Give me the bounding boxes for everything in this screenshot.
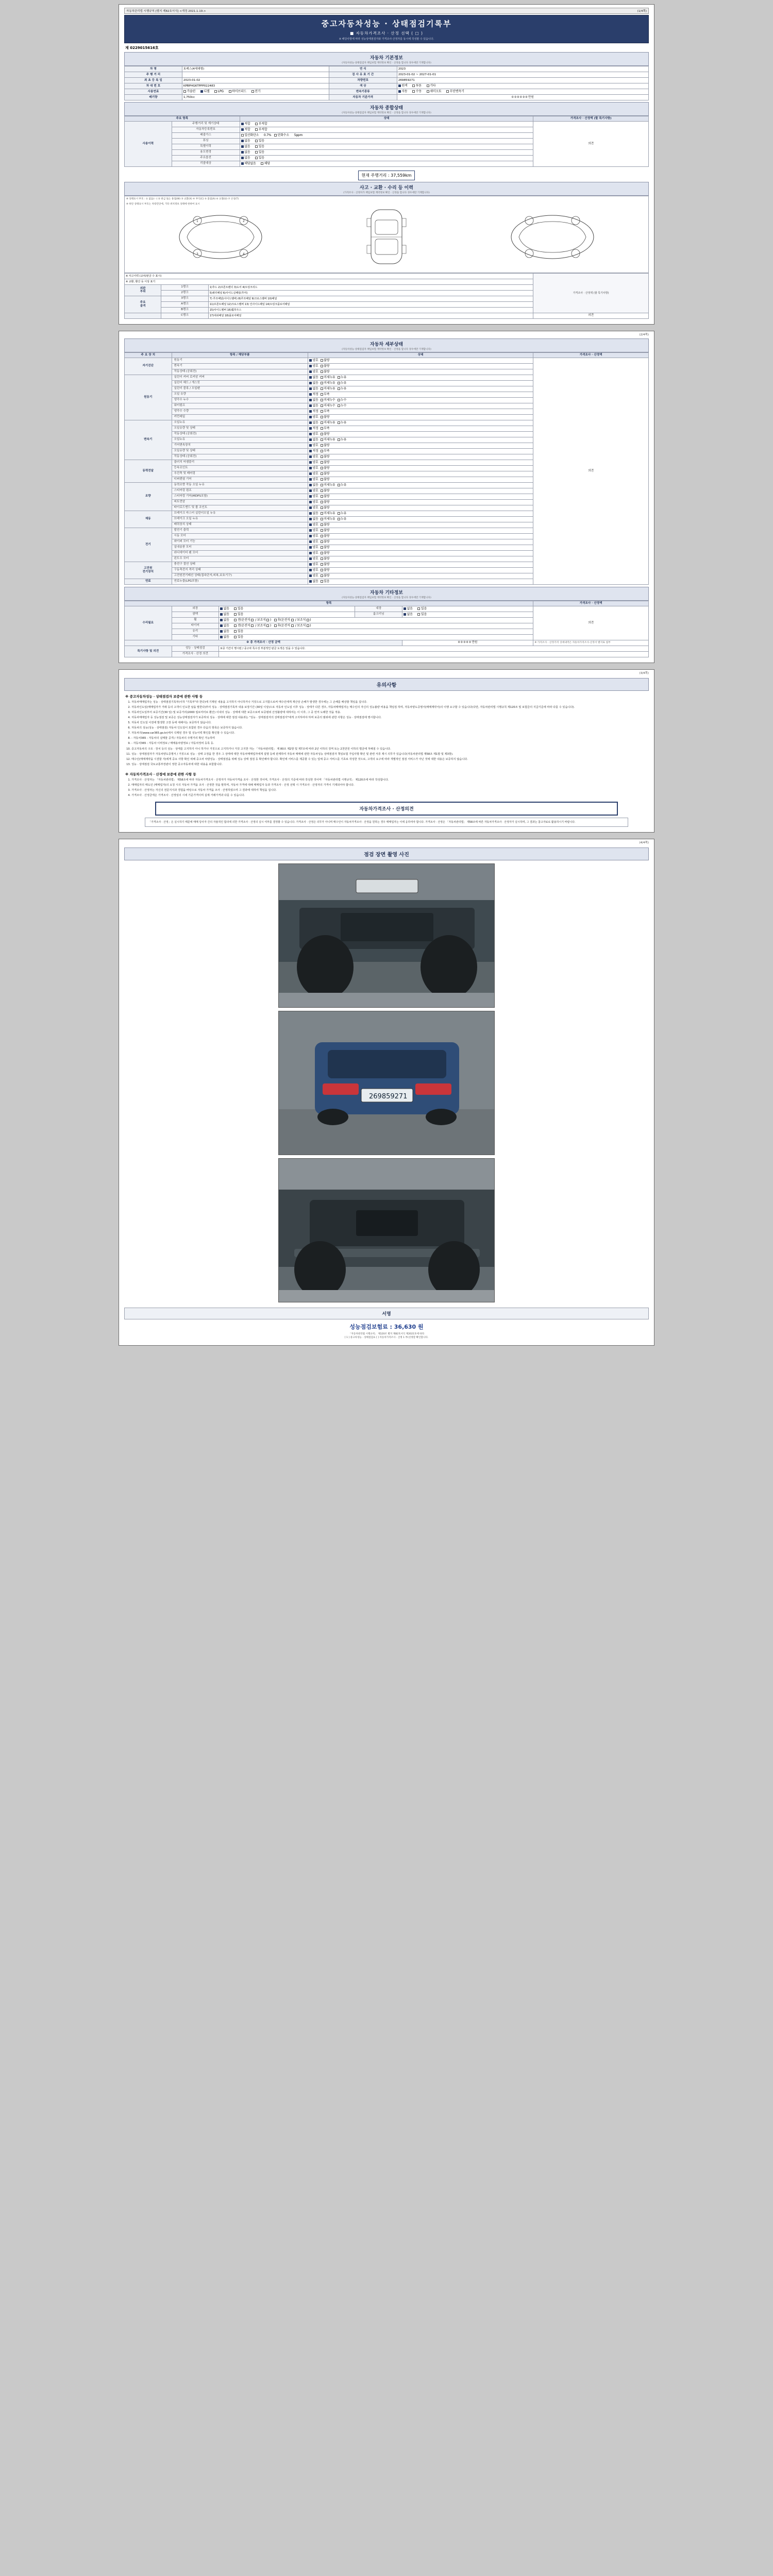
section-accident-title: 사고 · 교환 · 수리 등 이력 <box>360 185 413 191</box>
others-total-note: ※ 가격조사 · 산정가격 상세내역은 자동차가격조사·산정서 별지로 첨부 <box>533 640 649 646</box>
detail-item-state[interactable]: 양호 불량 <box>308 567 533 573</box>
detail-item-state[interactable]: 없음 미세누유 누유 <box>308 437 533 443</box>
detail-item-label: 원동기 <box>172 358 308 363</box>
page-number-4: (4/4쪽) <box>639 841 649 845</box>
detail-item-label: 와이퍼 모터 기능 <box>172 539 308 545</box>
detail-item-label: 등속조인트 <box>172 465 308 471</box>
detail-item-label: 시동 모터 <box>172 533 308 539</box>
overall-state-2[interactable]: 일산화탄소 0.7% 탄화수소 5ppm <box>240 132 533 138</box>
detail-item-state[interactable]: 없음 미세누유 누유 <box>308 375 533 380</box>
detail-item-label: 피트먼암 <box>172 499 308 505</box>
detail-item-label: 발전기 출력 <box>172 528 308 533</box>
others-opinion-group: 성능 · 상태점검 <box>172 646 219 651</box>
overall-state-4[interactable]: 없음 있음 <box>240 144 533 149</box>
overall-state-0[interactable]: 적합 부적합 <box>240 121 533 127</box>
diagram-legend-1: ※ 상태표시 부호 : ① 없음(ㅡ) ② 판금 또는 용접(W) ③ 교환(X) ④ 부식(C) ⑤ 흠집(A) ⑥ 요철(U) ⑦ 손상(T) <box>126 197 239 200</box>
section-basic-info-note: (자동차성능·상태점검자 책임보험 계약정보 확인 · 산정을 합니다 경우에만 기재합니다) <box>342 62 431 64</box>
accident-text-3: 7) 루프패널(사이드멤버) 8)루프패널 9)크로스멤버 10)패널 <box>208 296 533 301</box>
section-detail-title: 자동차 세부상태 <box>370 342 403 347</box>
others-item-glass: 유리 <box>172 629 219 634</box>
accident-part-outer: 외판 부위 <box>125 284 161 296</box>
diagram-legend-2: ※ 하단 상태표시 부호는 차량진단에, 기타 위치정보 상태에 한하여 표시 <box>126 202 200 206</box>
label-plate: 차량번호 <box>329 78 397 83</box>
label-vin: 차 대 번 호 <box>125 83 182 89</box>
detail-group-0: 자기진단 <box>125 358 172 375</box>
page-number-3: (3/4쪽) <box>639 671 649 675</box>
value-car-name: 토레스(4세대형) <box>182 66 329 72</box>
overall-col-state: 상태 <box>240 116 533 122</box>
detail-item-label: 실내송풍 모터 <box>172 545 308 550</box>
accident-text-5: 15)사이드멤버 16)휠하우스 <box>208 307 533 313</box>
notice-item: 12. 매수인(매매계약을 시결할 자)에게 중요 사항 확인 위해 중고차 차량성능 · 상태점검을 위해 성능 상태 점검 등 확인해야 합니다. 확인에 서비스를 제공할 수 있는 업체 중고 서비스를 기초로 작성한 것으로, 고객의 요구에 따라 개별적인 점검 서비스가 아닌 것에 대한 내용은 보증하지 않습니다. <box>131 757 649 761</box>
overall-item-0: 주행거리 및 계기상태 <box>172 121 240 127</box>
label-displacement: 배기량 <box>125 95 182 100</box>
value-standard-price: 0 0 0 0 0 0 만원 <box>397 95 648 100</box>
detail-item-label: 윈도우 모터 <box>172 556 308 562</box>
transmission-checkboxes[interactable]: 자동 수동 세미오토 무단변속기 <box>397 89 648 95</box>
detail-item-label: 실린더 블록 / 오일팬 <box>172 386 308 392</box>
label-color: 색 상 <box>329 83 397 89</box>
notice-item: 6. 자동차의 성능(성능 · 상태점검) 자동차 인도일이 포함된 경우 다음의 항목은 보증하지 않습니다. <box>131 726 649 730</box>
detail-item-state[interactable]: 양호 불량 <box>308 539 533 545</box>
section-detail-note: (자동차성능·상태점검자 책임보험 계약정보 확인 · 산정을 합니다 경우에만 기재합니다) <box>342 348 431 351</box>
others-total-value: 0 0 0 0 0 만원 <box>402 640 533 646</box>
overall-item-5: 용도변경 <box>172 149 240 155</box>
detail-group-3: 동력전달 <box>125 460 172 482</box>
others-state-etc[interactable]: 없음 있음 <box>219 634 533 640</box>
detail-item-state[interactable]: 적정 부족 <box>308 426 533 431</box>
detail-item-state[interactable]: 없음 미세누유 누유 <box>308 511 533 516</box>
accident-rank-1: 1랭크 <box>161 284 209 290</box>
notice-item: 2. 매매업자의 매도인 (매매업자)의 요청 시의 자동차 가격을 조사 · 산정한 것을 말하며, 자동차 가격에 대해 매매업자 등과 가격조사 · 산정 선택 시 가격조사 · 산정자의 가격이 기재되어야 합니다. <box>131 783 649 787</box>
others-opinion-label: 특기사항 및 의견 <box>125 646 172 657</box>
overall-item-6: 주요옵션 <box>172 155 240 161</box>
others-state-cleaning[interactable]: 없음 있음 <box>402 612 533 617</box>
detail-item-state[interactable]: 양호 불량 <box>308 454 533 460</box>
overall-opinion: 의견 <box>533 121 649 166</box>
detail-item-label: 디퍼렌셜 기어 <box>172 477 308 482</box>
overall-item-2: 배출가스 <box>172 132 240 138</box>
detail-item-label: 오일유량 및 상태 <box>172 426 308 431</box>
detail-item-label: 작동상태 (공회전) <box>172 454 308 460</box>
detail-item-state[interactable]: 적정 부족 <box>308 448 533 454</box>
overall-item-7: 리콜대상 <box>172 161 240 166</box>
page-2 <box>119 331 654 663</box>
others-state-wheel[interactable]: 없음 전(운전석 / 보조석 ) 후(운전석 / 보조석 ) <box>219 617 533 623</box>
section-detail-header <box>124 338 649 352</box>
document-title-note: ※ 해당사항에 따라 성능상태점검자와 가격조사·산정자를 동시에 작성할 수 있습니다. <box>339 38 434 41</box>
notice-list-2 <box>131 778 649 798</box>
detail-group-1: 원동기 <box>125 375 172 420</box>
detail-item-state[interactable]: 없음 미세누유 누유 <box>308 482 533 488</box>
svg-text:2: 2 <box>243 219 245 223</box>
detail-item-label: 라디에이터 팬 모터 <box>172 550 308 556</box>
section-overall-header <box>124 102 649 116</box>
accident-text-2: 5)쿼터패널 6)사이드실패널(후미) <box>208 290 533 296</box>
detail-item-state[interactable]: 없음 미세누수 누수 <box>308 403 533 409</box>
notice-item: 1. 자동차매매업자는 성능 · 상태점검기록부(이하 "기록부"라 한다)에 기재된 내용을 고지하지 아니하거나 거짓으로 고지함으로써 매수인에게 재산상 손해가 발생한 경우에는 그 손해를 배상할 책임을 집니다. <box>131 700 649 704</box>
svg-text:4: 4 <box>243 252 245 256</box>
accident-opinion: 의견 <box>533 313 649 318</box>
overall-state-table <box>124 116 649 167</box>
detail-item-label: 냉각수 수량 <box>172 409 308 414</box>
overall-item-3: 튜닝 <box>172 138 240 144</box>
label-mileage: 주 행 거 리 <box>125 72 182 78</box>
fuel-checkboxes[interactable]: 가솔린 디젤 LPG 하이브리드 전기 <box>182 89 329 95</box>
detail-col-group: 주 요 장 치 <box>125 352 172 358</box>
others-item-polish: 광택 <box>172 612 219 617</box>
accident-rank-4: A랭크 <box>161 301 209 307</box>
notice-item: 5. 자동차 인도일 이전에 발생한 고장 등에 대해서는 보증하지 않습니다. <box>131 721 649 725</box>
detail-item-label: 스티어링 펌프 <box>172 488 308 494</box>
label-transmission: 변속기종류 <box>329 89 397 95</box>
detail-item-state[interactable]: 적정 부족 <box>308 392 533 397</box>
accident-rank-2: 2랭크 <box>161 290 209 296</box>
page-number-1: (1/4쪽) <box>637 10 647 13</box>
overall-state-7[interactable]: 해당없음 해당 <box>240 161 533 166</box>
svg-text:3: 3 <box>196 252 198 256</box>
detail-item-label: 타이로드엔드 및 볼 조인트 <box>172 505 308 511</box>
accident-part-frame-2 <box>125 313 161 318</box>
notice-item: 4. 가격조사 · 산정금액은 가격조사 · 산정일의 시세 기준가격이며 실제 거래가격과 다를 수 있습니다. <box>131 793 649 798</box>
document-title-box <box>124 15 649 43</box>
appraisal-fineprint: 「가격조사 · 산정」은 실시하기 때문에 매매 당사자 간의 자율적인 합의에 의한 가격조사 · 산정의 실시 여부를 결정할 수 있습니다. 가격조사 · 산정은 의무가 아니며 매수인이 자동차가격조사 · 산정을 원하는 경우 매매업자는 이에 응하여야 합니다. 가격조사 · 산정은 「자동차관리법」 제58조에 따른 자동차가격조사 · 산정자가 실시하며, 그 결과는 참고자료로 활용하시기 바랍니다. <box>145 818 628 827</box>
section-basic-info-header <box>124 52 649 66</box>
notice-item: 7. 자동차의(www.car365.go.kr)에서 삭제된 경우 및 성능이력 확인를 확인할 수 있습니다. <box>131 731 649 735</box>
inspection-insurance-fee: 성능점검보험료 : 36,630 원 <box>349 1324 424 1331</box>
detail-item-label: 구동축전지 격리 상태 <box>172 567 308 573</box>
value-first-reg: 2023-01-02 <box>182 78 329 83</box>
damage-diagram <box>124 196 649 273</box>
label-first-reg: 최 초 등 록 일 <box>125 78 182 83</box>
signature-band: 서명 <box>124 1308 649 1319</box>
detail-item-state[interactable]: 양호 불량 <box>308 460 533 465</box>
detail-item-state[interactable]: 없음 있음 <box>308 579 533 584</box>
svg-text:1: 1 <box>196 219 198 223</box>
section-accident-note: (가격조사 · 산정자가 책임보험 계약정보 확인 · 산정을 합니다 경우에만 기재합니다) <box>343 191 430 194</box>
detail-item-label: 오일 유량 <box>172 392 308 397</box>
accident-text-6: 17)대쉬패널 18)플로어패널 <box>208 313 533 318</box>
label-year: 연 식 <box>329 66 397 72</box>
others-state-tire[interactable]: 없음 전(운전석 / 보조석 ) 후(운전석 / 보조석 ) <box>219 623 533 629</box>
detail-item-state[interactable]: 양호 불량 <box>308 477 533 482</box>
mileage-display: 현재 주행거리 : 37,559km <box>358 171 414 180</box>
notice-item: 3. 가격조사 · 산정자는 자신의 전문지식과 경험을 바탕으로 자동차 가격을 조사 · 산정하였으며 그 결과에 대하여 책임을 집니다. <box>131 788 649 792</box>
footer-note-2: [ 1 ] 중고차성능 · 상태점검표 [ ] 자동차가격조사 · 산정 1 부(선정할 확인합니다. <box>344 1336 429 1339</box>
detail-item-label: 변속기 <box>172 363 308 369</box>
detail-item-label: 실린더 커버 로커암 커버 <box>172 375 308 380</box>
detail-item-label: 연료누출(LPG포함) <box>172 579 308 584</box>
detail-item-state[interactable]: 없음 미세누유 누유 <box>308 386 533 392</box>
form-code: 자동차관리법 시행규칙 [별지 제82호서식] <개정 2021.1.19.> <box>126 10 206 13</box>
others-table <box>124 601 649 657</box>
detail-group-8: 연료 <box>125 579 172 584</box>
label-fuel: 사용연료 <box>125 89 182 95</box>
others-state-glass[interactable]: 없음 있음 <box>219 629 533 634</box>
detail-item-state[interactable]: 양호 불량 <box>308 528 533 533</box>
notice-item: 4. 자동차매매업자 등 성능점검 및 보증은 성능상태점검자가 보증하되 성능 · 상태에 대한 점검 내용과는 "성능 · 상태점검자의 상태점검자"에게 고지하여야 하며 보증의 범위에 관한 사항은 성능 · 상태점검에 명시합니다. <box>131 716 649 720</box>
detail-item-state[interactable]: 양호 불량 <box>308 471 533 477</box>
notice-title: 유의사항 <box>124 678 649 691</box>
detail-group-6: 전기 <box>125 528 172 562</box>
detail-item-label: 브레이크 마스터 실린더오일 누유 <box>172 511 308 516</box>
others-item-etc: 기타 <box>172 634 219 640</box>
detail-col-item: 항목 / 해당부품 <box>172 352 308 358</box>
car-view-left <box>177 211 264 263</box>
photo-rear-view <box>278 1011 495 1155</box>
others-item-exterior: 외장 <box>172 606 219 612</box>
detail-item-label: 실린더 헤드 / 개스킷 <box>172 380 308 386</box>
detail-item-state[interactable]: 양호 불량 <box>308 363 533 369</box>
photo-underbody-front <box>278 863 495 1008</box>
form-header-bar <box>124 8 649 14</box>
detail-item-label: 동력조향 작동 오일 누유 <box>172 482 308 488</box>
overall-state-5[interactable]: 없음 있음 <box>240 149 533 155</box>
overall-item-1: 자동차등록번호 <box>172 127 240 132</box>
footer-note-1: 「자동차관리법 시행규칙」 제120조 별지 제82호서식 제2021호에 따라 <box>348 1333 425 1336</box>
section-basic-info-title: 자동차 기본정보 <box>370 56 403 61</box>
accident-detail-table <box>124 273 649 319</box>
photo-grid <box>124 860 649 1306</box>
detail-item-state[interactable]: 양호 불량 <box>308 545 533 550</box>
notice-item: 9. - 자동차365 : 자동차 이력정보 / 매매용차량정보 / 자동차정비 등록 등. <box>131 741 649 745</box>
detail-item-state[interactable]: 양호 불량 <box>308 499 533 505</box>
detail-row <box>125 358 649 363</box>
photo-underbody-rear <box>278 1158 495 1302</box>
label-standard-price: 자동차 기준가격 <box>329 95 397 100</box>
detail-opinion: 의견 <box>533 358 649 584</box>
detail-item-state[interactable]: 양호 불량 <box>308 550 533 556</box>
detail-item-label: 클러치 어셈블리 <box>172 460 308 465</box>
detail-item-state[interactable]: 양호 불량 <box>308 533 533 539</box>
detail-item-label: 냉각수 누수 <box>172 397 308 403</box>
others-item-tire: 타이어 <box>172 623 219 629</box>
detail-item-label: 워터펌프 <box>172 403 308 409</box>
value-plate: 269859271 <box>397 78 648 83</box>
detail-item-label: 오일누유 <box>172 420 308 426</box>
section-others-note: (자동차성능·상태점검자 책임보험 계약정보 확인 · 산정을 합니다 경우에만 기재합니다) <box>342 596 431 599</box>
detail-item-state[interactable]: 없음 미세누유 누유 <box>308 380 533 386</box>
document-title: 중고자동차성능 · 상태점검기록부 <box>321 19 452 28</box>
others-group-repair: 수리필요 <box>125 606 172 640</box>
page-4 <box>119 839 654 1346</box>
others-opinion: 의견 <box>533 606 649 640</box>
others-state-exterior[interactable]: 없음 있음 <box>219 606 355 612</box>
others-state-interior[interactable]: 없음 있음 <box>402 606 533 612</box>
car-views <box>125 207 648 267</box>
accident-rank-3: 3랭크 <box>161 296 209 301</box>
overall-group-usage: 사용이력 <box>125 121 172 166</box>
page-1 <box>119 4 654 325</box>
detail-item-state[interactable]: 없음 미세누유 누유 <box>308 516 533 522</box>
section-others-title: 자동차 기타정보 <box>370 590 403 596</box>
overall-col-item: 주요 항목 <box>125 116 240 122</box>
detail-item-label: 오일유량 및 상태 <box>172 448 308 454</box>
others-opinion-sub: 가격조사 · 산정 의견 <box>172 651 219 657</box>
accident-bottom-label: ※ 교환, 환산 등 이상 표기 <box>125 279 533 284</box>
accident-rank-6: C랭크 <box>161 313 209 318</box>
notice-item: 10. 중고자동차의 구조 · 장치 등의 성능 · 상태를 고지하지 아니 하거나 거짓으로 고지하거나 거짓 고지한 자는 「자동차관리법」 제 80조 제2항 및 제7조에 따라 2년 이하의 징역 또는 2천만원 이하의 벌금에 처해질 수 있습니다. <box>131 747 649 751</box>
page-number-2: (2/4쪽) <box>639 333 649 336</box>
value-mileage <box>182 72 329 78</box>
detail-item-label: 배력장치 상태 <box>172 522 308 528</box>
notice-section-1-title: ※ 중고자동차성능 · 상태점검자 보증에 관한 사항 등 <box>125 694 203 699</box>
detail-item-state[interactable]: 양호 불량 <box>308 556 533 562</box>
notice-item: 8. - 자동차365 : 자동차의 실매물 공개 / 자동차의 주행거리 확인 가능하며 <box>131 736 649 740</box>
others-col-price: 가격조사 · 산정액 <box>533 601 649 606</box>
section-overall-note: (자동차성능·상태점검자 책임보험 계약정보 확인 · 산정을 합니다 경우에만 기재합니다) <box>342 112 431 114</box>
notice-item: 3. 자동차인도일부터 보증기간(30 일) 및 보증거리(2000 킬로미터로 환산) 이내의 성능 · 상태에 대한 보증으로써 보증범위 산정불량에 대하여는 이 이후, 그 중 먼저 도래한 것을 적용. <box>131 710 649 715</box>
accident-part-frame: 주요 골격 <box>125 296 161 313</box>
overall-state-3[interactable]: 없음 있음 <box>240 138 533 144</box>
notice-item: 2. 자동차인도일(매매업자가 거래 등의 고객이 인도한 날을 말한다)부터 성능 · 상태점검기록부 내용 보장기간 (30일 이상)으로 자동차 인도일 이후 성능 · 상태가 다른 경우, 자동차매매업자는 매수인의 자신의 성능불량 비용을 책임짐 하며, 자동차양도증명서(매매계약서)의 이행 요구할 수 있습니다(다만, 자동차관리법 시행규칙 제120조 및 보험금의 지급기준에 따라 다를 수 있습니다). <box>131 705 649 709</box>
detail-item-state[interactable]: 양호 불량 <box>308 494 533 499</box>
photos-title: 점검 장면 촬영 사진 <box>124 848 649 860</box>
detail-item-label: 기어변속장치 <box>172 443 308 448</box>
car-view-right <box>509 211 596 263</box>
notice-list-1 <box>131 700 649 767</box>
label-inspection-period: 검 사 유 효 기 간 <box>329 72 397 78</box>
detail-item-state[interactable]: 양호 불량 <box>308 369 533 375</box>
overall-item-4: 특별이력 <box>172 144 240 149</box>
others-total-label: ※ 총 가격조사 · 산정 금액 <box>125 640 402 646</box>
value-year: 2023 <box>397 66 648 72</box>
detail-item-state[interactable]: 양호 불량 <box>308 414 533 420</box>
notice-section-2-title: ※ 자동차가격조사 · 산정에 보증에 관한 사항 등 <box>125 772 196 776</box>
section-others-header <box>124 587 649 601</box>
detail-item-state[interactable]: 없음 미세누수 누수 <box>308 397 533 403</box>
section-overall-title: 자동차 종합상태 <box>370 106 403 111</box>
label-car-name: 차 명 <box>125 66 182 72</box>
overall-state-1[interactable]: 적합 부적합 <box>240 127 533 132</box>
detail-col-state: 상태 <box>308 352 533 358</box>
detail-item-state[interactable]: 양호 불량 <box>308 573 533 579</box>
notice-item: 1. 가격조사 · 산정자는 「자동차관리법」 제58조에 따라 자동차가격조사 · 산정자가 자동차가격을 조사 · 산정한 것이며, 가격조사 · 산정의 기준에 따라 작성한 것이며 「자동차관리법 시행규칙」 제120조에 따라 작성합니다. <box>131 778 649 782</box>
car-view-top <box>358 207 415 266</box>
others-opinion-value: 보증 기간이 명시된 / 중고차 특수성 부분적인 판금 도색은 있을 수 있습니다. <box>219 646 649 651</box>
page-3 <box>119 669 654 833</box>
detail-group-7: 고전원 전기장치 <box>125 562 172 579</box>
accident-price-col: 가격조사 · 산정액 (할 특기사항) <box>533 273 649 313</box>
detail-item-state[interactable]: 적정 부족 <box>308 409 533 414</box>
others-state-polish[interactable]: 없음 있음 <box>219 612 355 617</box>
detail-item-label: 작동상태 (공회전) <box>172 431 308 437</box>
others-item-wheel: 휠 <box>172 617 219 623</box>
overall-state-6[interactable]: 없음 있음 <box>240 155 533 161</box>
detail-item-label: 고전원전기배선 상태(접속단자,피복,보호기구) <box>172 573 308 579</box>
detail-item-label: 커먼레일 <box>172 414 308 420</box>
detail-item-label: 스티어링 기어(MDPS포함) <box>172 494 308 499</box>
detail-item-state[interactable]: 없음 미세누유 누유 <box>308 420 533 426</box>
section-accident-header <box>124 182 649 196</box>
detail-group-2: 변속기 <box>125 420 172 460</box>
detail-item-state[interactable]: 양호 불량 <box>308 562 533 567</box>
detail-col-price: 가격조사 · 산정액 <box>533 352 649 358</box>
detail-state-table <box>124 352 649 585</box>
basic-info-table <box>124 66 649 100</box>
detail-item-state[interactable]: 양호 불량 <box>308 431 533 437</box>
others-item-cleaning: 룸크리닝 <box>355 612 402 617</box>
svg-text:269859271: 269859271 <box>369 1093 408 1101</box>
detail-item-label: 작동상태 (공회전) <box>172 369 308 375</box>
detail-item-label: 오일누유 <box>172 437 308 443</box>
detail-item-state[interactable]: 양호 불량 <box>308 522 533 528</box>
accident-footer-note: ※ 사고이력 (교차/판금 수 표시) <box>125 273 533 279</box>
value-inspection-period: 2023-01-02 ~ 2027-01-01 <box>397 72 648 78</box>
color-checkboxes[interactable]: 원색 투톤 기타 <box>397 83 648 89</box>
others-col-item: 항목 <box>125 601 533 606</box>
detail-item-label: 충전구 절연 상태 <box>172 562 308 567</box>
mileage-display-wrap <box>124 169 649 180</box>
detail-item-state[interactable]: 양호 불량 <box>308 358 533 363</box>
detail-item-state[interactable]: 양호 불량 <box>308 465 533 471</box>
detail-item-label: 브레이크 오일 누유 <box>172 516 308 522</box>
detail-item-label: 추진축 및 베어링 <box>172 471 308 477</box>
notice-item: 11. 성능 · 상태점검자가 자동차양도증명서 / 거짓으로 성능 · 상태 고정을 한 경우 그 상태에 대한 자동차매매업자에게 설명 등에 관계하여 자동차 매매에 관한 자동차성능 상태점검자 책임보험 가입사항 확인 및 관련 서류 제시 의무가 있습니다(자동차관리법 제58조 제1항 및 제3항). <box>131 752 649 756</box>
accident-text-4: 11)프론트패널 12)크로스멤버 13) 인사이드패널 14)트렁크플로어패널 <box>208 301 533 307</box>
appraisal-stamp-box: 자동차가격조사 · 산정의견 <box>155 802 618 816</box>
others-item-interior: 내장 <box>355 606 402 612</box>
detail-group-5: 제동 <box>125 511 172 528</box>
others-opinion-sub-value <box>219 651 649 657</box>
overall-col-price: 가격조사 · 산정액 (할 특기사항) <box>533 116 649 122</box>
accident-text-1: 1)후드 2)프론트펜더 3)도어 4)트렁크리드 <box>208 284 533 290</box>
detail-item-state[interactable]: 양호 불량 <box>308 488 533 494</box>
accident-rank-5: B랭크 <box>161 307 209 313</box>
value-displacement: 1,750cc <box>182 95 329 100</box>
document-number: 제 0229015616호 <box>125 46 159 50</box>
value-vin: KPBPHG6TPPP022483 <box>182 83 329 89</box>
detail-item-state[interactable]: 양호 불량 <box>308 505 533 511</box>
document-subtitle: ■ 자동차가격조사 · 산정 선택 ( □ ) <box>350 31 423 36</box>
detail-item-state[interactable]: 양호 불량 <box>308 443 533 448</box>
detail-group-4: 조향 <box>125 482 172 511</box>
notice-item: 13. 성능 · 상태점검 국토교통부장관이 정한 중고자동차에 대한 내용을 포함합니다. <box>131 762 649 767</box>
